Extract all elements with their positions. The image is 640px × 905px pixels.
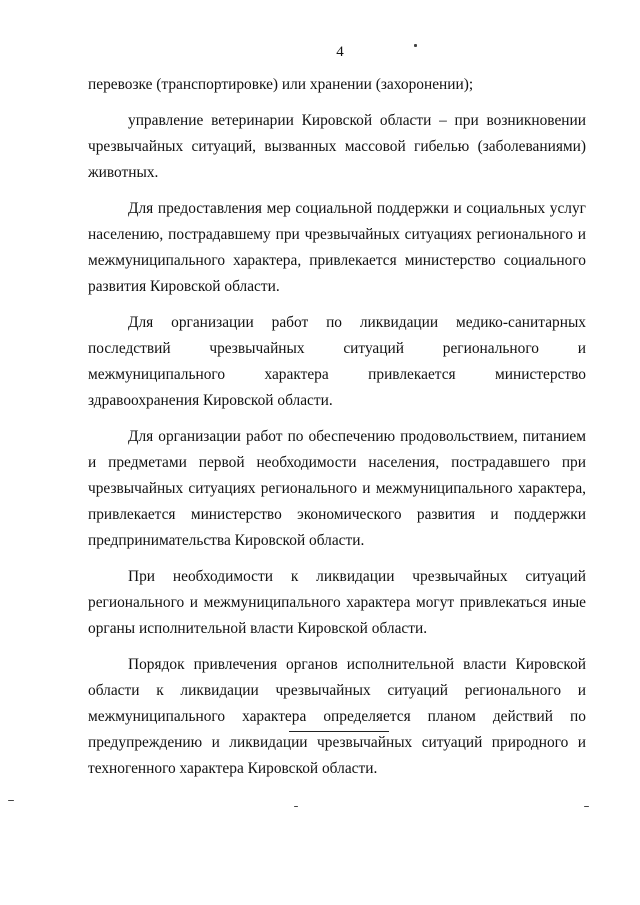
scan-speck bbox=[294, 806, 298, 807]
paragraph-medical: Для организации работ по ликвидации медико-санитарных последствий чрезвычайных ситуаций регионального и межмуниципального характера привлекается министерство здравоохранения Кировской области. bbox=[88, 314, 586, 409]
paragraph-procedure: Порядок привлечения органов исполнительной власти Кировской области к ликвидации чрезвычайных ситуаций регионального и межмуниципального характера определяется планом действий по предупреждению и ликвидации чрезвычайных ситуаций природного и техногенного характера Кировской области. bbox=[88, 656, 586, 777]
scan-speck bbox=[8, 800, 14, 801]
end-of-document-rule bbox=[289, 731, 389, 732]
paragraph-other-bodies: При необходимости к ликвидации чрезвычайных ситуаций регионального и межмуниципального характера могут привлекаться иные органы исполнительной власти Кировской области. bbox=[88, 568, 586, 637]
paragraph-social-support: Для предоставления мер социальной поддержки и социальных услуг населению, пострадавшему при чрезвычайных ситуациях регионального и межмуниципального характера, привлекается министерство социального развития Кировской области. bbox=[88, 200, 586, 295]
scan-speck bbox=[584, 806, 589, 807]
paragraph-continuation: перевозке (транспортировке) или хранении (захоронении); bbox=[88, 76, 474, 93]
document-body bbox=[88, 72, 586, 792]
paragraph-food-supply: Для организации работ по обеспечению продовольствием, питанием и предметами первой необходимости населения, пострадавшего при чрезвычайных ситуациях регионального и межмуниципального характера, привлекается министерство экономического развития и поддержки предпринимательства Кировской области. bbox=[88, 428, 586, 549]
scan-speck bbox=[414, 44, 417, 47]
page-number: 4 bbox=[336, 44, 344, 60]
paragraph-veterinary: управление ветеринарии Кировской области – при возникновении чрезвычайных ситуаций, вызванных массовой гибелью (заболеваниями) животных. bbox=[88, 112, 586, 181]
